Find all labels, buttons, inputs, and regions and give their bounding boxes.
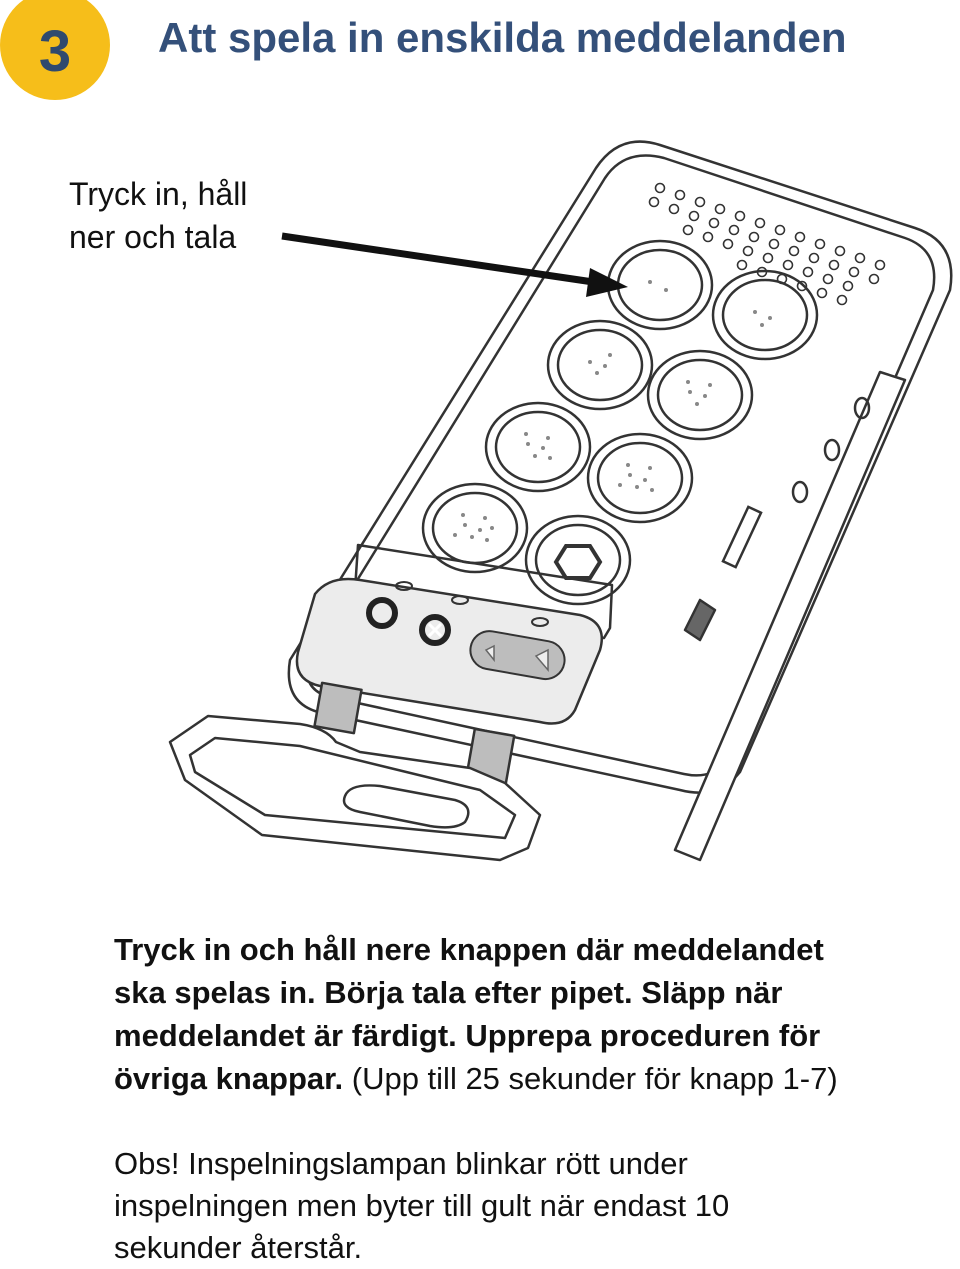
instructions-line-4-normal: (Upp till 25 sekunder för knapp 1-7) <box>343 1061 838 1096</box>
instructions-line-3: meddelandet är färdigt. Upprepa proceduren för <box>114 1018 821 1053</box>
device-illustration <box>0 100 960 890</box>
message-button-4 <box>648 351 752 439</box>
message-button-7 <box>423 484 527 572</box>
step-number: 3 <box>38 19 72 84</box>
message-button-6 <box>588 434 692 522</box>
instructions-line-4-bold: övriga knappar. <box>114 1061 344 1096</box>
instructions-line-1: Tryck in och håll nere knappen där meddelandet <box>114 932 824 967</box>
instructions-text <box>114 928 954 1100</box>
note-line-3: sekunder återstår. <box>114 1230 363 1265</box>
message-button-2 <box>713 271 817 359</box>
page-title: Att spela in enskilda meddelanden <box>158 14 847 61</box>
instructions-line-2: ska spelas in. Börja tala efter pipet. Släpp när <box>114 975 783 1010</box>
speaker-grille <box>650 184 885 305</box>
callout-line-1: Tryck in, håll <box>69 176 248 212</box>
instructions-line-4 <box>114 1057 954 1100</box>
note-line-2: inspelningen men byter till gult när endast 10 <box>114 1188 730 1223</box>
note-text <box>114 1143 954 1269</box>
message-buttons <box>423 241 817 604</box>
note-line-1: Obs! Inspelningslampan blinkar rött under <box>114 1146 688 1181</box>
step-badge <box>0 0 110 100</box>
message-button-5 <box>486 403 590 491</box>
callout-arrow <box>282 236 628 297</box>
message-button-8 <box>526 516 630 604</box>
callout-line-2: ner och tala <box>69 219 237 255</box>
message-button-3 <box>548 321 652 409</box>
